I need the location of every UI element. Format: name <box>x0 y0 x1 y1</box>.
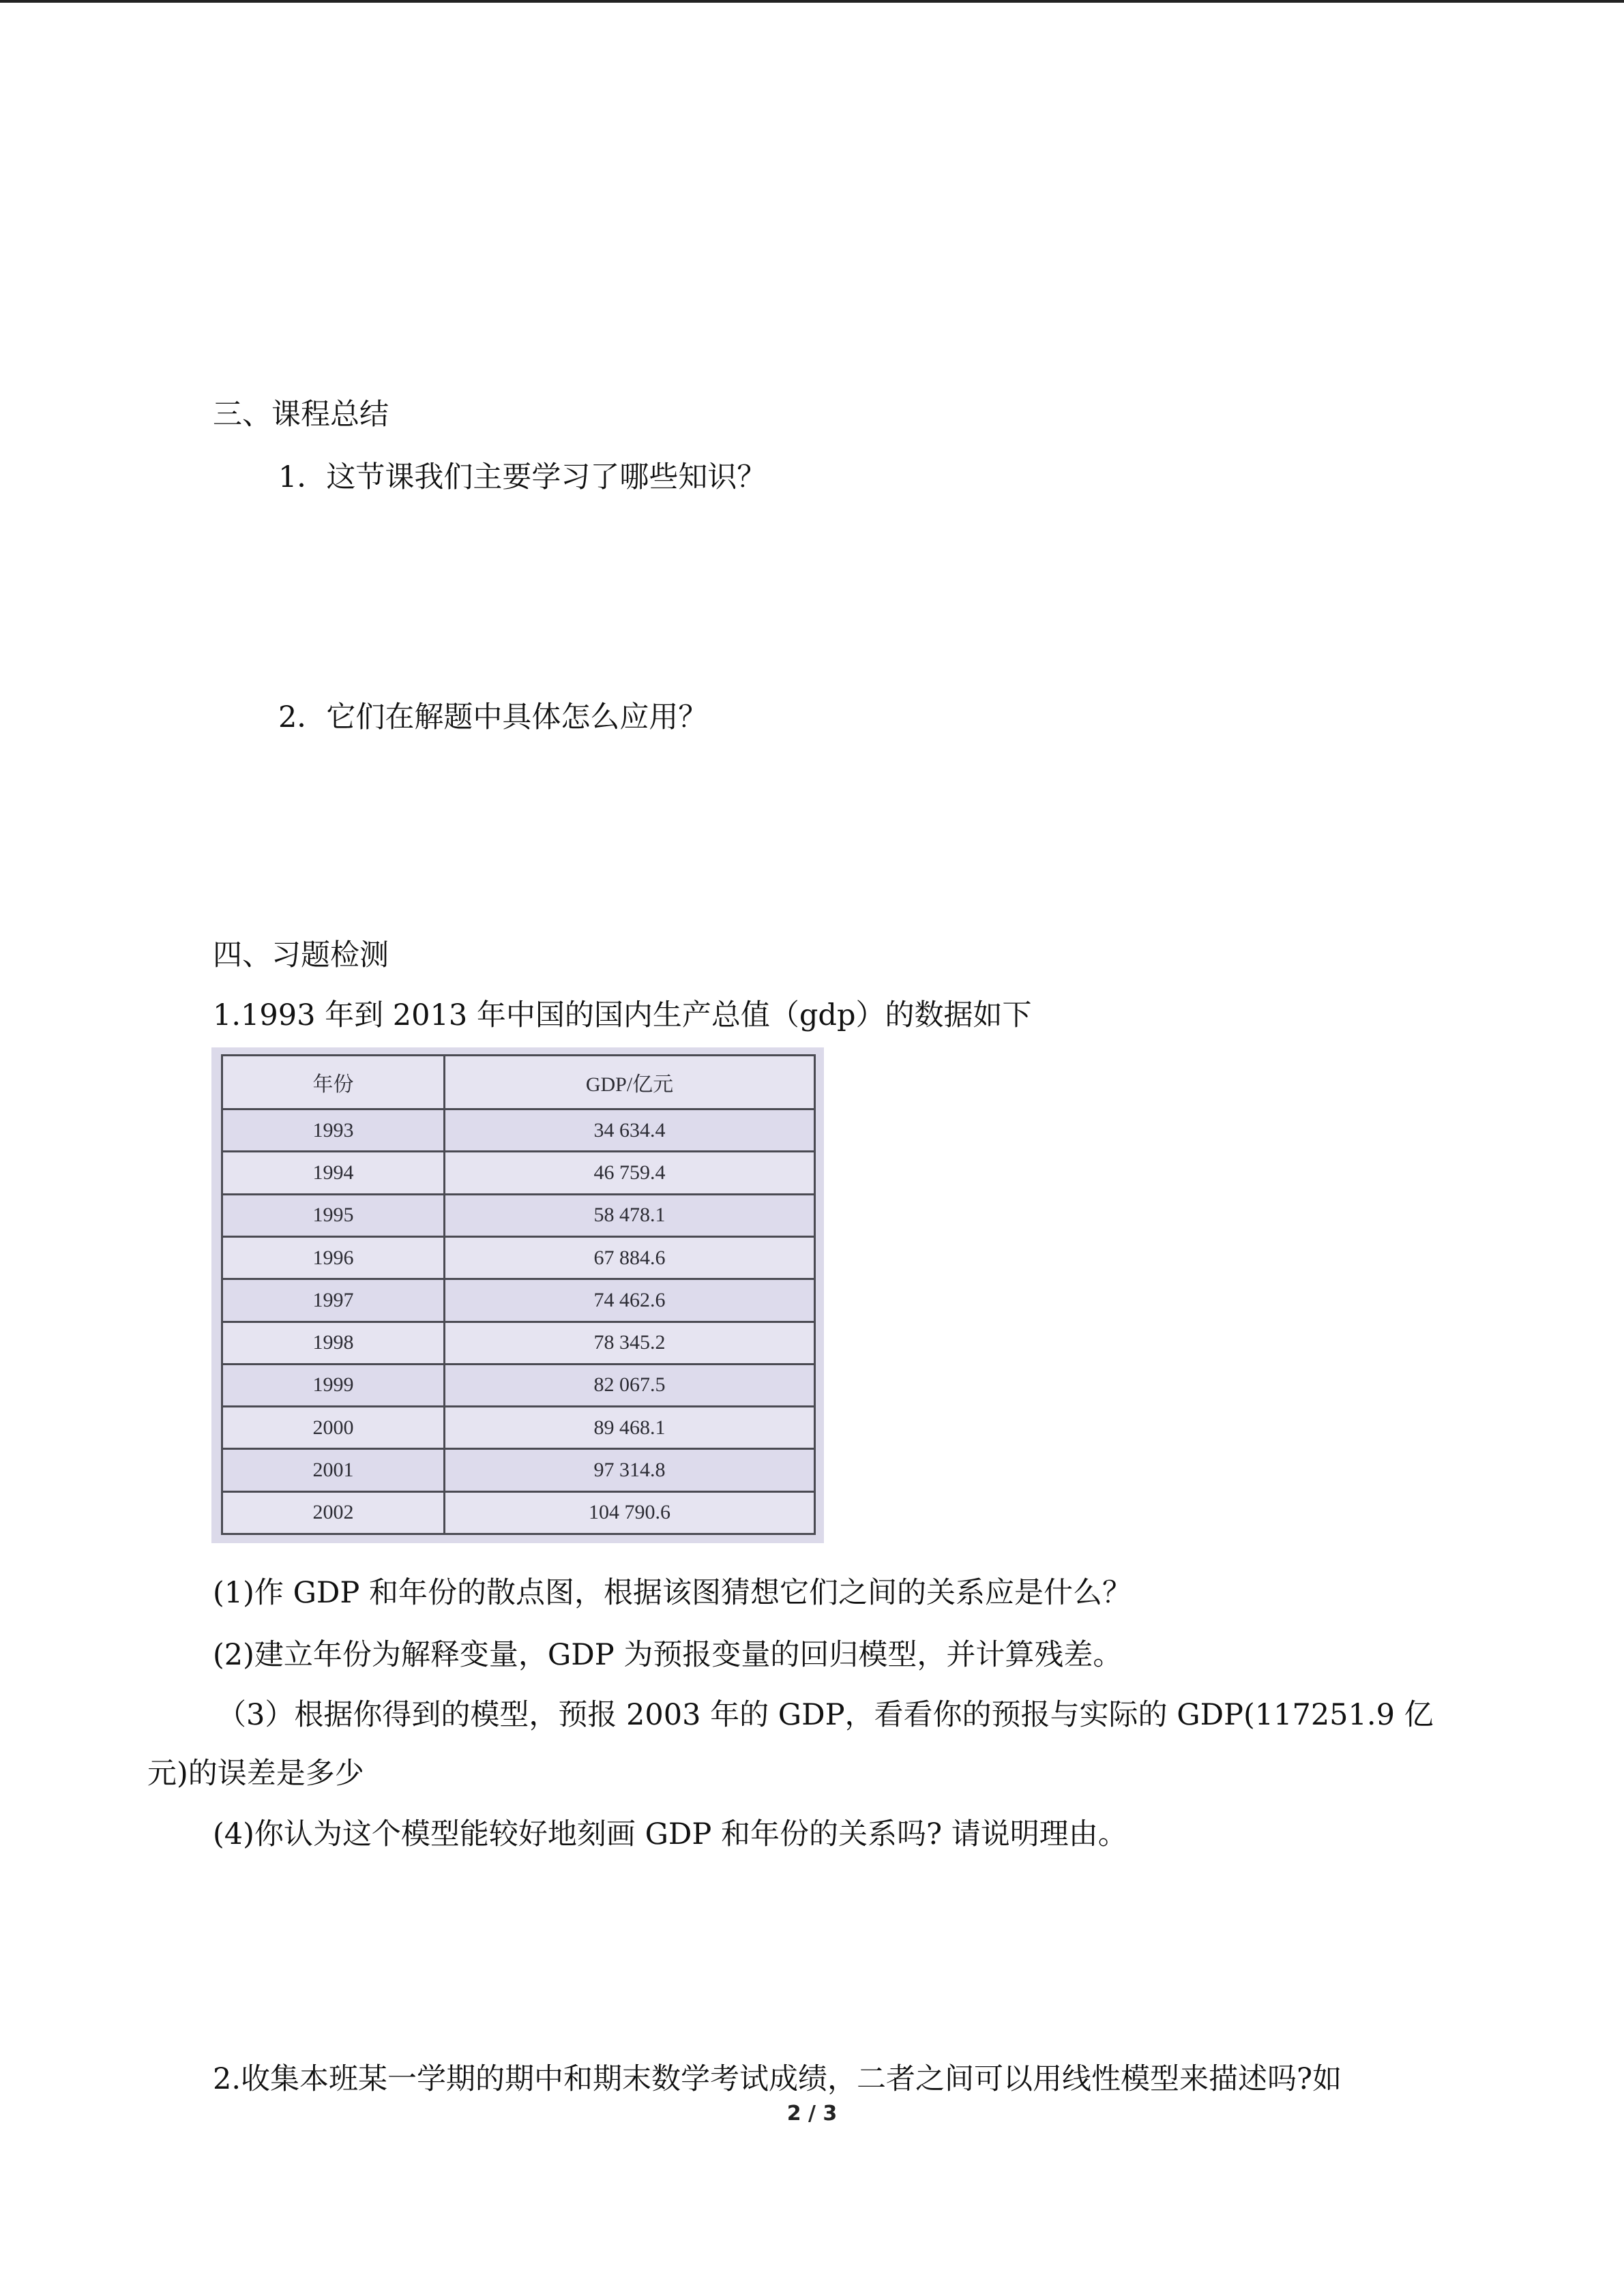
table-cell-year: 1996 <box>222 1236 445 1279</box>
table-row <box>222 1279 815 1322</box>
table-cell-gdp: 78 345.2 <box>445 1322 815 1364</box>
section-heading-summary: 三、课程总结 <box>213 398 389 432</box>
table-row <box>222 1364 815 1406</box>
table-header-gdp: GDP/亿元 <box>445 1056 815 1109</box>
table-cell-year: 1995 <box>222 1194 445 1236</box>
exercise-1-part-1: (1)作 GDP 和年份的散点图，根据该图猜想它们之间的关系应是什么？ <box>213 1576 1132 1610</box>
table-row <box>222 1109 815 1152</box>
exercise-1-part-2: (2)建立年份为解释变量，GDP 为预报变量的回归模型，并计算残差。 <box>213 1638 1123 1672</box>
table-cell-year: 1998 <box>222 1322 445 1364</box>
table-cell-gdp: 46 759.4 <box>445 1152 815 1194</box>
table-cell-year: 2000 <box>222 1407 445 1449</box>
table-row <box>222 1491 815 1534</box>
exercise-1-intro: 1.1993 年到 2013 年中国的国内生产总值（gdp）的数据如下 <box>213 998 1032 1032</box>
table-header-row <box>222 1056 815 1109</box>
table-cell-year: 1997 <box>222 1279 445 1322</box>
table-cell-gdp: 74 462.6 <box>445 1279 815 1322</box>
table-header-year: 年份 <box>222 1056 445 1109</box>
table-row <box>222 1194 815 1236</box>
table-cell-gdp: 34 634.4 <box>445 1109 815 1152</box>
table-cell-year: 1993 <box>222 1109 445 1152</box>
table-cell-gdp: 82 067.5 <box>445 1364 815 1406</box>
page-number: 2 / 3 <box>786 2102 838 2126</box>
table-row <box>222 1236 815 1279</box>
table-cell-gdp: 104 790.6 <box>445 1491 815 1534</box>
gdp-table <box>221 1054 816 1535</box>
summary-question-2: 2．它们在解题中具体怎么应用？ <box>278 700 708 734</box>
exercise-1-part-3-line-1: （3）根据你得到的模型，预报 2003 年的 GDP，看看你的预报与实际的 GDP(117251.9 亿 <box>217 1698 1434 1732</box>
section-heading-exercises: 四、习题检测 <box>213 938 389 972</box>
table-row <box>222 1322 815 1364</box>
table-cell-year: 2001 <box>222 1449 445 1491</box>
table-cell-year: 2002 <box>222 1491 445 1534</box>
exercise-1-part-4: (4)你认为这个模型能较好地刻画 GDP 和年份的关系吗? 请说明理由。 <box>213 1817 1127 1851</box>
table-cell-gdp: 89 468.1 <box>445 1407 815 1449</box>
table-row <box>222 1449 815 1491</box>
gdp-table-image <box>211 1047 824 1543</box>
top-border-line <box>0 0 1624 3</box>
table-cell-gdp: 67 884.6 <box>445 1236 815 1279</box>
table-cell-year: 1999 <box>222 1364 445 1406</box>
summary-question-1: 1．这节课我们主要学习了哪些知识？ <box>278 460 767 494</box>
table-cell-gdp: 58 478.1 <box>445 1194 815 1236</box>
table-row <box>222 1152 815 1194</box>
table-cell-gdp: 97 314.8 <box>445 1449 815 1491</box>
table-row <box>222 1407 815 1449</box>
exercise-2-question: 2.收集本班某一学期的期中和期末数学考试成绩，二者之间可以用线性模型来描述吗?如 <box>213 2062 1342 2096</box>
table-cell-year: 1994 <box>222 1152 445 1194</box>
exercise-1-part-3-line-2: 元)的误差是多少 <box>147 1757 364 1791</box>
